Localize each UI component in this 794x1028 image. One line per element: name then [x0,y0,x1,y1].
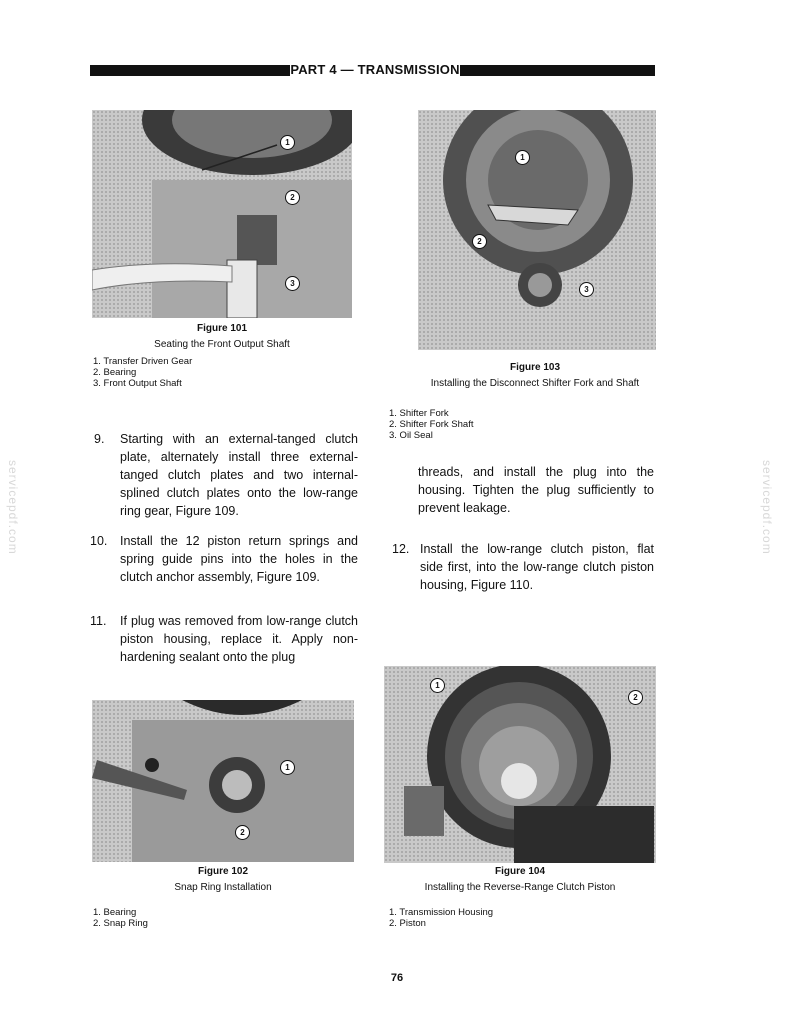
step-number: 9. [94,432,105,446]
figure-102-illustration [92,700,354,862]
figure-103-caption: Installing the Disconnect Shifter Fork and Shaft [430,378,640,389]
step-11 [90,612,358,666]
step-text: threads, and install the plug into the housing. Tighten the plug sufficiently to prevent leakage. [418,465,654,515]
watermark-right: servicepdf.com [760,460,774,555]
figure-104-caption: Installing the Reverse-Range Clutch Piston [424,882,616,893]
figure-101-title: Figure 101 [196,323,248,334]
figure-104-illustration [384,666,656,863]
figure-103-illustration [418,110,656,350]
figure-103-legend [389,408,473,441]
step-text: If plug was removed from low-range clutch piston housing, replace it. Apply non-hardening sealant onto the plug [120,614,358,664]
step-text: Install the 12 piston return springs and spring guide pins into the holes in the clutch anchor assembly, Figure 109. [120,534,358,584]
legend-item: 2. Piston [389,918,426,929]
step-12 [392,540,654,594]
step-11-continued [418,463,654,517]
step-number: 10. [90,534,108,548]
figure-103-title: Figure 103 [509,362,561,373]
step-number: 12. [392,542,410,556]
figure-102-callout-1: 1 [280,760,295,775]
legend-item: 1. Transfer Driven Gear [93,356,193,367]
step-9 [94,430,358,520]
legend-item: 1. Transmission Housing [389,907,494,918]
legend-item: 2. Snap Ring [93,918,148,929]
page-number: 76 [390,972,404,984]
figure-101-photo [92,110,352,318]
figure-103-callout-3: 3 [579,282,594,297]
header-rule-left [90,65,290,76]
figure-101-callout-2: 2 [285,190,300,205]
figure-104-photo [384,666,656,863]
legend-item: 1. Bearing [93,907,137,918]
figure-101-caption: Seating the Front Output Shaft [154,339,290,350]
header-rule-right [460,65,655,76]
figure-103-callout-1: 1 [515,150,530,165]
figure-101-legend [93,356,192,389]
legend-item: 2. Bearing [93,367,137,378]
legend-item: 3. Front Output Shaft [93,378,182,389]
figure-102-photo [92,700,354,862]
step-number: 11. [90,614,107,628]
figure-102-title: Figure 102 [197,866,249,877]
figure-101-callout-3: 3 [285,276,300,291]
step-text: Install the low-range clutch piston, flat side first, into the low-range clutch piston housing, Figure 110. [420,542,654,592]
figure-103-photo [418,110,656,350]
figure-104-callout-2: 2 [628,690,643,705]
page-title: PART 4 — TRANSMISSION [290,60,460,80]
figure-104-title: Figure 104 [494,866,546,877]
figure-103-callout-2: 2 [472,234,487,249]
step-text: Starting with an external-tanged clutch plate, alternately install three external-tanged clutch plates and two internal-splined clutch plates onto the low-range ring gear, Figure 109. [120,432,358,518]
figure-102-caption: Snap Ring Installation [174,882,272,893]
figure-104-callout-1: 1 [430,678,445,693]
figure-102-legend [93,907,148,929]
figure-104-legend [389,907,493,929]
figure-101-illustration [92,110,352,318]
legend-item: 1. Shifter Fork [389,408,449,419]
legend-item: 3. Oil Seal [389,430,433,441]
legend-item: 2. Shifter Fork Shaft [389,419,474,430]
step-10 [90,532,358,586]
figure-101-callout-1: 1 [280,135,295,150]
figure-102-callout-2: 2 [235,825,250,840]
watermark-left: servicepdf.com [6,460,20,555]
